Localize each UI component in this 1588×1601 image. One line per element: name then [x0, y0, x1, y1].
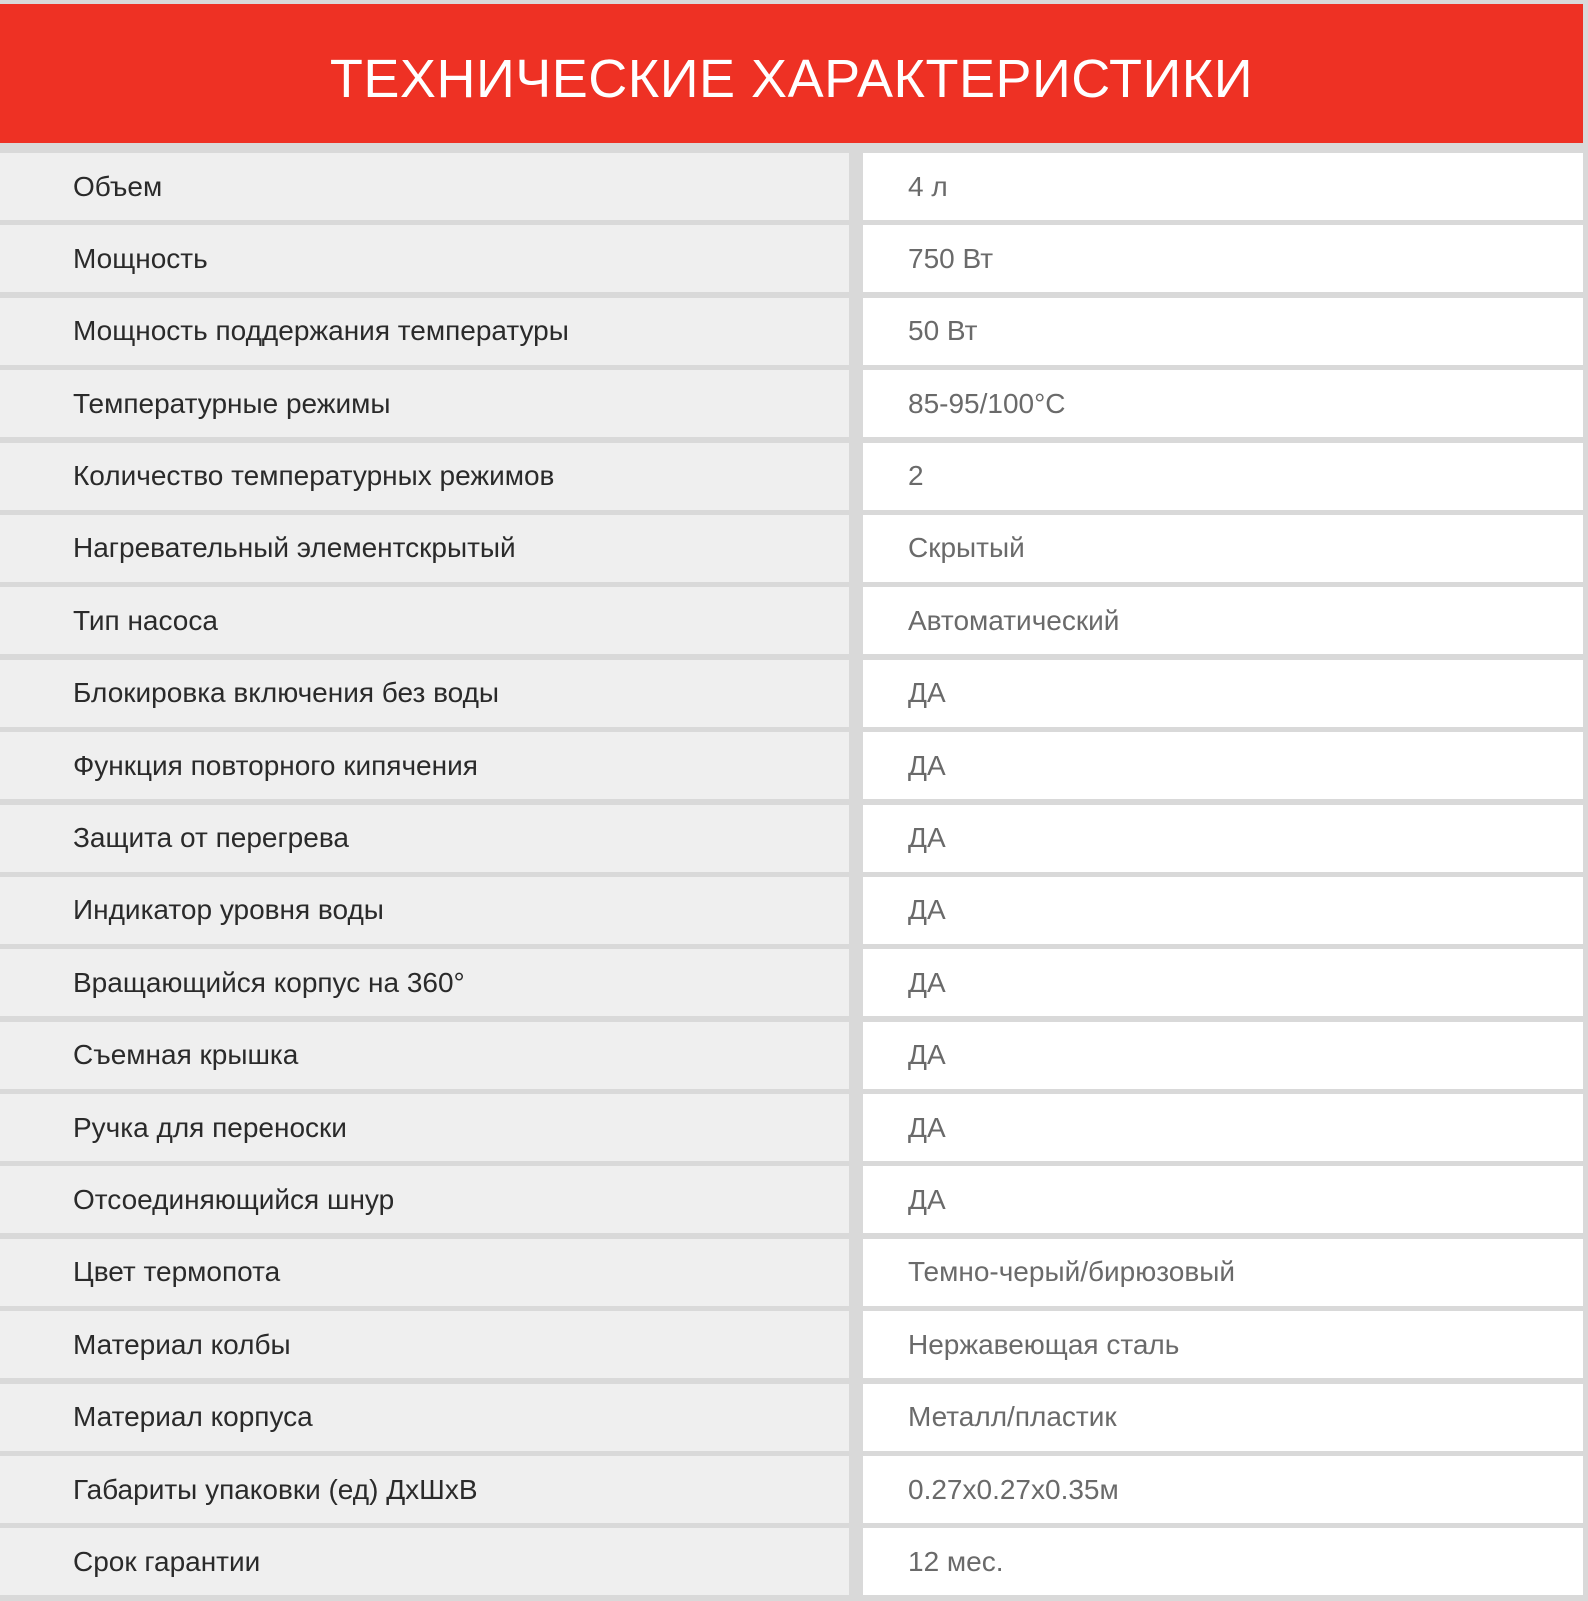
spec-row — [0, 1094, 1583, 1161]
spec-label: Съемная крышка — [0, 1022, 849, 1089]
spec-label: Температурные режимы — [0, 370, 849, 437]
column-divider — [849, 1528, 863, 1595]
spec-label: Функция повторного кипячения — [0, 732, 849, 799]
page-title: ТЕХНИЧЕСКИЕ ХАРАКТЕРИСТИКИ — [329, 48, 1254, 109]
spec-row — [0, 515, 1583, 582]
spec-label: Мощность поддержания температуры — [0, 298, 849, 365]
spec-row — [0, 1384, 1583, 1451]
spec-value: Металл/пластик — [863, 1384, 1583, 1451]
spec-label: Блокировка включения без воды — [0, 660, 849, 727]
spec-label: Материал корпуса — [0, 1384, 849, 1451]
spec-value: 85-95/100°C — [863, 370, 1583, 437]
spec-row — [0, 949, 1583, 1016]
spec-label: Отсоединяющийся шнур — [0, 1166, 849, 1233]
spec-row — [0, 1311, 1583, 1378]
column-divider — [849, 805, 863, 872]
spec-row — [0, 1456, 1583, 1523]
spec-label: Индикатор уровня воды — [0, 877, 849, 944]
spec-label: Материал колбы — [0, 1311, 849, 1378]
column-divider — [849, 1022, 863, 1089]
spec-row — [0, 153, 1583, 220]
spec-value: ДА — [863, 805, 1583, 872]
spec-label: Тип насоса — [0, 587, 849, 654]
spec-row — [0, 587, 1583, 654]
spec-row — [0, 1022, 1583, 1089]
column-divider — [849, 515, 863, 582]
spec-value: ДА — [863, 732, 1583, 799]
spec-label: Ручка для переноски — [0, 1094, 849, 1161]
spec-label: Нагревательный элементскрытый — [0, 515, 849, 582]
column-divider — [849, 153, 863, 220]
column-divider — [849, 370, 863, 437]
spec-row — [0, 1166, 1583, 1233]
spec-row — [0, 877, 1583, 944]
column-divider — [849, 660, 863, 727]
spec-row — [0, 805, 1583, 872]
spec-table — [0, 153, 1583, 1601]
spec-value: ДА — [863, 1166, 1583, 1233]
spec-label: Защита от перегрева — [0, 805, 849, 872]
spec-value: Скрытый — [863, 515, 1583, 582]
column-divider — [849, 1384, 863, 1451]
spec-label: Вращающийся корпус на 360° — [0, 949, 849, 1016]
column-divider — [849, 1311, 863, 1378]
spec-value: Автоматический — [863, 587, 1583, 654]
spec-row — [0, 370, 1583, 437]
column-divider — [849, 1239, 863, 1306]
spec-value: 0.27x0.27x0.35м — [863, 1456, 1583, 1523]
spec-label: Габариты упаковки (ед) ДхШхВ — [0, 1456, 849, 1523]
column-divider — [849, 443, 863, 510]
spec-value: Нержавеющая сталь — [863, 1311, 1583, 1378]
column-divider — [849, 587, 863, 654]
column-divider — [849, 877, 863, 944]
spec-value: ДА — [863, 949, 1583, 1016]
spec-value: 12 мес. — [863, 1528, 1583, 1595]
spec-row — [0, 1528, 1583, 1595]
spec-row — [0, 732, 1583, 799]
spec-row — [0, 225, 1583, 292]
spec-label: Цвет термопота — [0, 1239, 849, 1306]
spec-value: 750 Вт — [863, 225, 1583, 292]
spec-label: Срок гарантии — [0, 1528, 849, 1595]
spec-value: 4 л — [863, 153, 1583, 220]
column-divider — [849, 949, 863, 1016]
column-divider — [849, 1456, 863, 1523]
spec-value: ДА — [863, 1022, 1583, 1089]
column-divider — [849, 225, 863, 292]
spec-row — [0, 443, 1583, 510]
column-divider — [849, 1094, 863, 1161]
spec-value: ДА — [863, 877, 1583, 944]
header-banner — [0, 4, 1583, 143]
column-divider — [849, 732, 863, 799]
spec-value: 50 Вт — [863, 298, 1583, 365]
spec-label: Количество температурных режимов — [0, 443, 849, 510]
spec-value: Темно-черый/бирюзовый — [863, 1239, 1583, 1306]
spec-value: ДА — [863, 660, 1583, 727]
spec-label: Объем — [0, 153, 849, 220]
spec-value: ДА — [863, 1094, 1583, 1161]
spec-label: Мощность — [0, 225, 849, 292]
spec-row — [0, 660, 1583, 727]
column-divider — [849, 1166, 863, 1233]
spec-value: 2 — [863, 443, 1583, 510]
column-divider — [849, 298, 863, 365]
spec-row — [0, 298, 1583, 365]
spec-row — [0, 1239, 1583, 1306]
